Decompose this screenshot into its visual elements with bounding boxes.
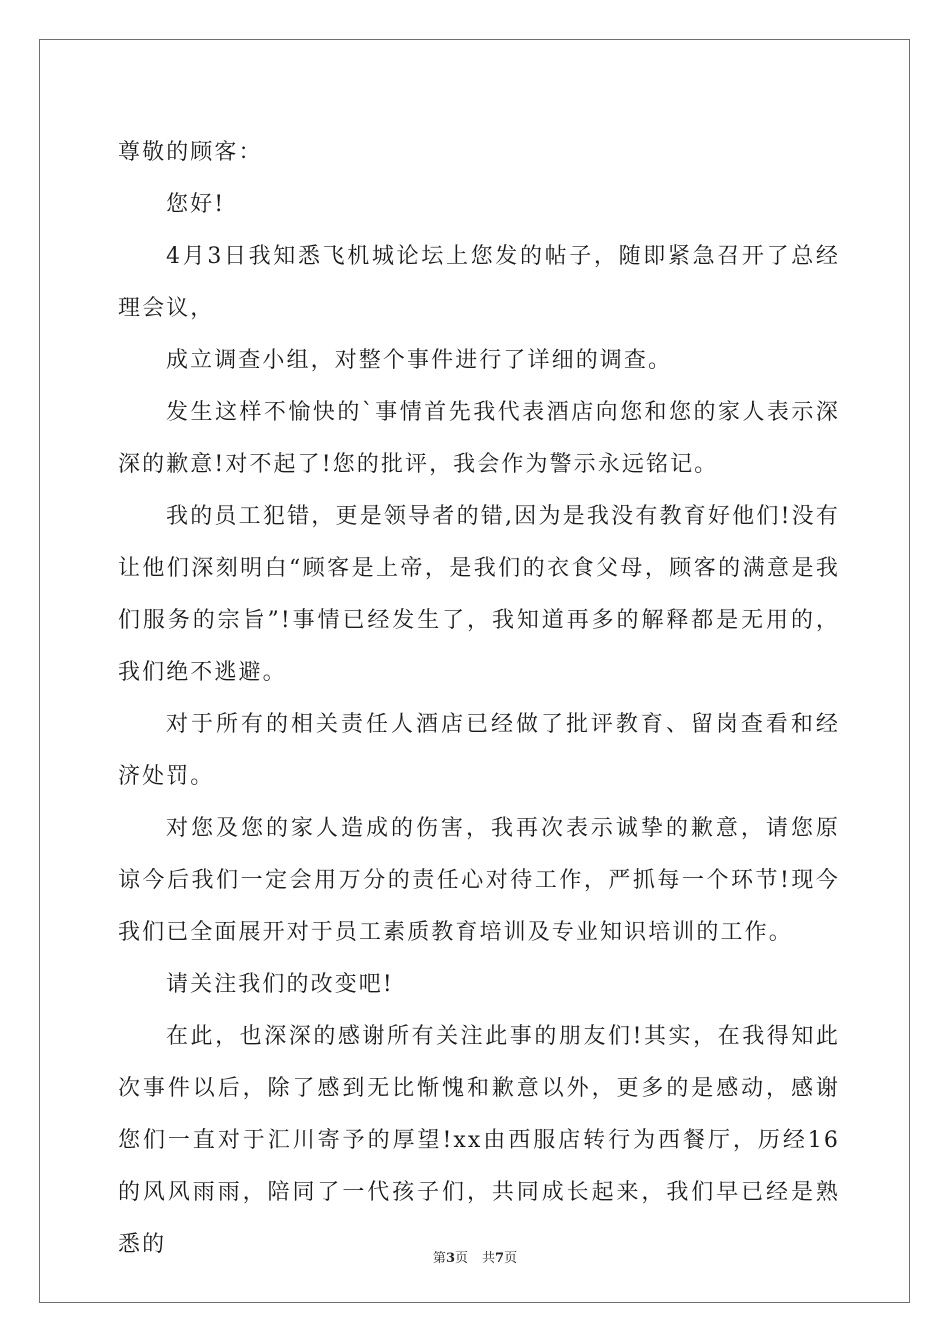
paragraph: 成立调查小组，对整个事件进行了详细的调查。 bbox=[166, 348, 673, 373]
salutation: 尊敬的顾客： bbox=[118, 140, 263, 165]
paragraph: 请关注我们的改变吧! bbox=[166, 972, 394, 997]
page-prefix: 第 bbox=[432, 1251, 446, 1266]
paragraph: 4月3日我知悉飞机城论坛上您发的帖子，随即紧急召开了总经理会议， bbox=[118, 244, 840, 321]
total-prefix: 共 bbox=[482, 1251, 496, 1266]
page-suffix: 页 bbox=[454, 1251, 468, 1266]
paragraph: 对您及您的家人造成的伤害，我再次表示诚挚的歉意，请您原谅今后我们一定会用万分的责任心对待工作，严抓每一个环节!现今我们已全面展开对于员工素质教育培训及专业知识培训的工作。 bbox=[118, 816, 840, 945]
page-footer bbox=[0, 1247, 950, 1266]
paragraph-greeting: 您好! bbox=[166, 192, 226, 217]
total-suffix: 页 bbox=[504, 1251, 518, 1266]
letter-body bbox=[118, 127, 840, 1271]
total-pages-number: 7 bbox=[495, 1251, 505, 1266]
paragraph: 在此，也深深的感谢所有关注此事的朋友们!其实，在我得知此次事件以后，除了感到无比惭愧和歉意以外，更多的是感动，感谢您们一直对于汇川寄予的厚望!xx由西服店转行为西餐厅，历经16的风风雨雨，陪同了一代孩子们，共同成长起来，我们早已经是熟悉的 bbox=[118, 1024, 840, 1257]
paragraph: 我的员工犯错，更是领导者的错,因为是我没有教育好他们!没有让他们深刻明白“顾客是上帝，是我们的衣食父母，顾客的满意是我们服务的宗旨”!事情已经发生了，我知道再多的解释都是无用的，我们绝不逃避。 bbox=[118, 504, 840, 685]
paragraph: 发生这样不愉快的`事情首先我代表酒店向您和您的家人表示深深的歉意!对不起了!您的批评，我会作为警示永远铭记。 bbox=[118, 400, 840, 477]
current-page-number: 3 bbox=[445, 1251, 455, 1266]
paragraph: 对于所有的相关责任人酒店已经做了批评教育、留岗查看和经济处罚。 bbox=[118, 712, 840, 789]
